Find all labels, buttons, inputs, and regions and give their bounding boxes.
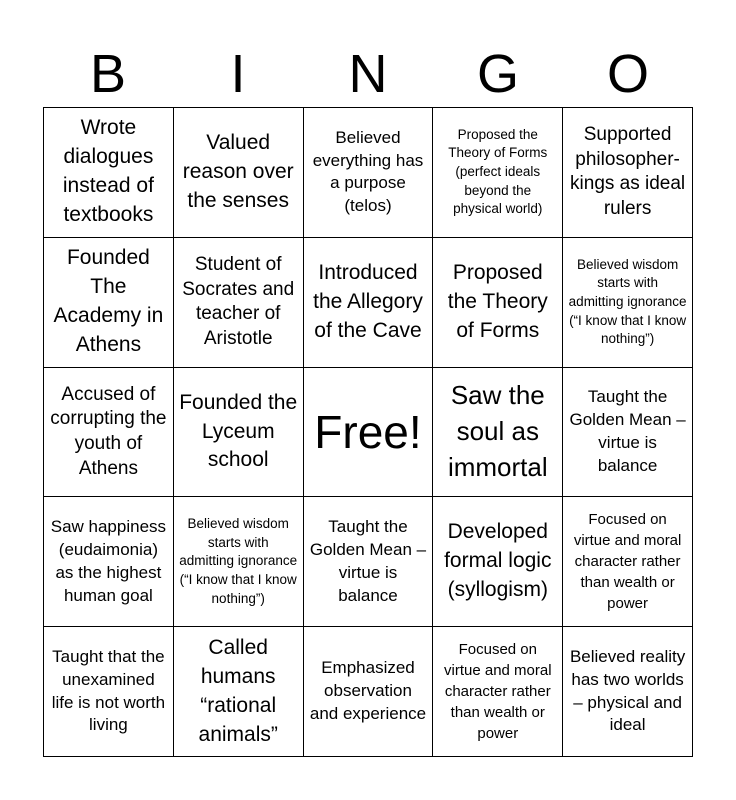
bingo-cell[interactable]: Believed reality has two worlds – physical and ideal [563, 627, 693, 757]
bingo-cell[interactable]: Believed wisdom starts with admitting ignorance (“I know that I know nothing”) [174, 497, 304, 627]
bingo-cell[interactable]: Saw happiness (eudaimonia) as the highest human goal [44, 497, 174, 627]
header-letter-b: B [89, 44, 127, 104]
bingo-cell[interactable]: Focused on virtue and moral character rather than wealth or power [563, 497, 693, 627]
header-letter-o: O [606, 44, 649, 104]
bingo-cell[interactable]: Proposed the Theory of Forms (perfect ideals beyond the physical world) [433, 108, 563, 238]
bingo-cell[interactable]: Student of Socrates and teacher of Aristotle [174, 238, 304, 368]
header-letter-i: I [230, 44, 246, 104]
bingo-cell[interactable]: Taught the Golden Mean – virtue is balance [304, 497, 434, 627]
header-letter-n: N [348, 44, 388, 104]
bingo-cell[interactable]: Focused on virtue and moral character rather than wealth or power [433, 627, 563, 757]
bingo-cell[interactable]: Wrote dialogues instead of textbooks [44, 108, 174, 238]
bingo-header [43, 44, 693, 104]
bingo-cell[interactable]: Founded the Lyceum school [174, 368, 304, 498]
bingo-cell[interactable]: Accused of corrupting the youth of Athens [44, 368, 174, 498]
bingo-cell[interactable]: Believed everything has a purpose (telos) [304, 108, 434, 238]
bingo-cell[interactable]: Saw the soul as immortal [433, 368, 563, 498]
bingo-cell[interactable]: Taught the Golden Mean – virtue is balance [563, 368, 693, 498]
bingo-cell[interactable]: Founded The Academy in Athens [44, 238, 174, 368]
bingo-cell[interactable]: Taught that the unexamined life is not worth living [44, 627, 174, 757]
bingo-cell[interactable]: Called humans “rational animals” [174, 627, 304, 757]
bingo-cell[interactable]: Valued reason over the senses [174, 108, 304, 238]
bingo-grid [43, 107, 693, 757]
free-space-cell[interactable]: Free! [304, 368, 434, 498]
bingo-cell[interactable]: Proposed the Theory of Forms [433, 238, 563, 368]
bingo-cell[interactable]: Developed formal logic (syllogism) [433, 497, 563, 627]
bingo-cell[interactable]: Believed wisdom starts with admitting ignorance (“I know that I know nothing”) [563, 238, 693, 368]
bingo-cell[interactable]: Emphasized observation and experience [304, 627, 434, 757]
header-letter-g: G [476, 44, 519, 104]
bingo-cell[interactable]: Supported philosopher-kings as ideal rulers [563, 108, 693, 238]
bingo-cell[interactable]: Introduced the Allegory of the Cave [304, 238, 434, 368]
